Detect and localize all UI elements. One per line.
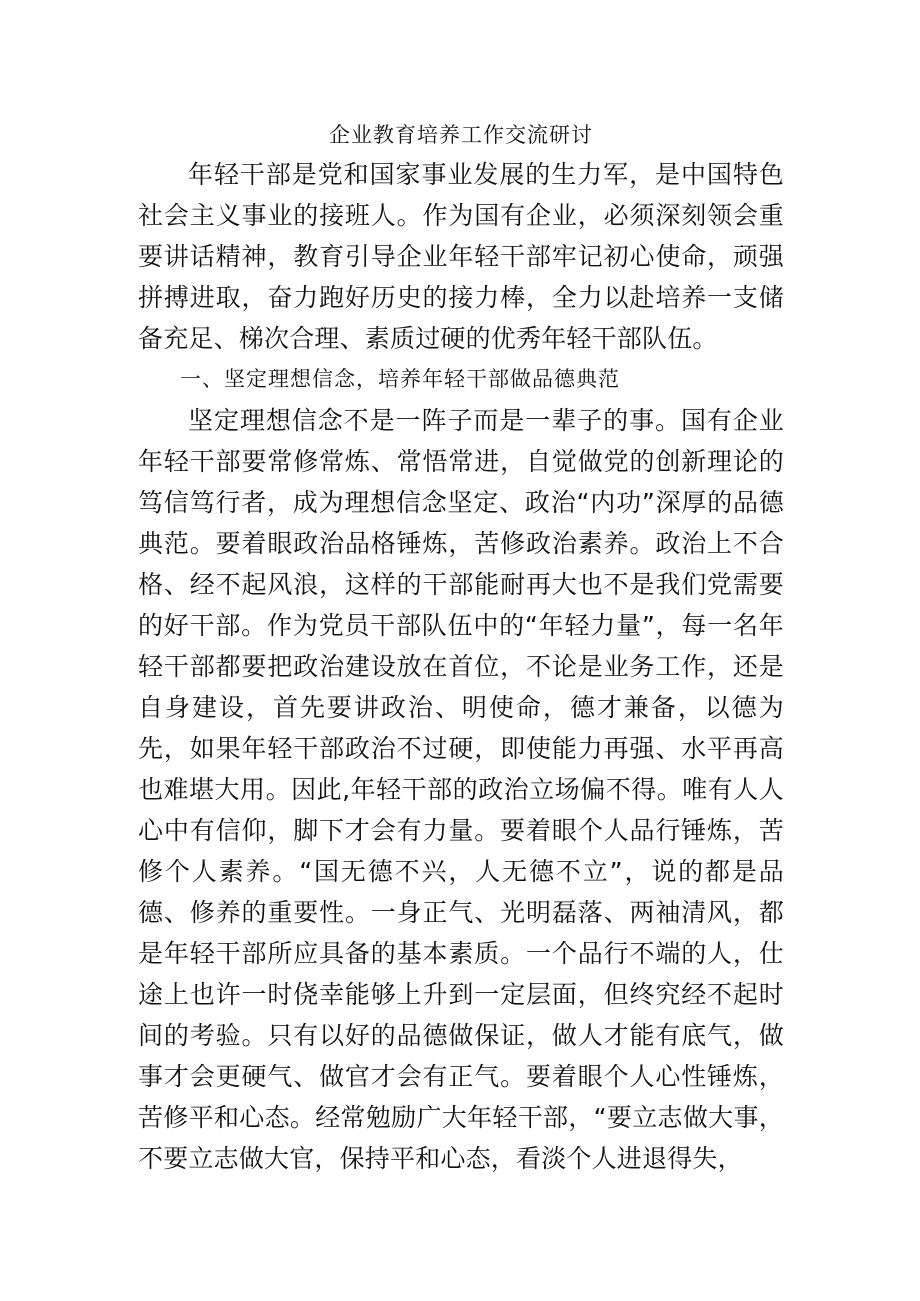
section-heading: 一、坚定理想信念，培养年轻干部做品德典范 bbox=[180, 367, 620, 391]
document-title: 企业教育培养工作交流研讨 bbox=[329, 123, 593, 147]
section-paragraph: 坚定理想信念不是一阵子而是一辈子的事。国有企业年轻干部要常修常炼、常悟常进，自觉做党的创新理论的笃信笃行者，成为理想信念坚定、政治“内功”深厚的品德典范。要着眼政治品格锤炼，苦修政治素养。政治上不合格、经不起风浪，这样的干部能耐再大也不是我们党需要的好干部。作为党员干部队伍中的“年轻力量”，每一名年轻干部都要把政治建设放在首位，不论是业务工作，还是自身建设，首先要讲政治、明使命，德才兼备，以德为先，如果年轻干部政治不过硬，即使能力再强、水平再高也难堪大用。因此,年轻干部的政治立场偏不得。唯有人人心中有信仰，脚下才会有力量。要着眼个人品行锤炼，苦修个人素养。“国无德不兴，人无德不立”，说的都是品德、修养的重要性。一身正气、光明磊落、两袖清风，都是年轻干部所应具备的基本素质。一个品行不端的人，仕途上也许一时侥幸能够上升到一定层面，但终究经不起时间的考验。只有以好的品德做保证，做人才能有底气，做事才会更硬气、做官才会有正气。要着眼个人心性锤炼，苦修平和心态。经常勉励广大年轻干部，“要立志做大事，不要立志做大官，保持平和心态，看淡个人进退得失， bbox=[138, 406, 784, 1173]
intro-paragraph: 年轻干部是党和国家事业发展的生力军，是中国特色社会主义事业的接班人。作为国有企业，必须深刻领会重要讲话精神，教育引导企业年轻干部牢记初心使命，顽强拼搏进取，奋力跑好历史的接力棒，全力以赴培养一支储备充足、梯次合理、素质过硬的优秀年轻干部队伍。 bbox=[138, 160, 784, 353]
